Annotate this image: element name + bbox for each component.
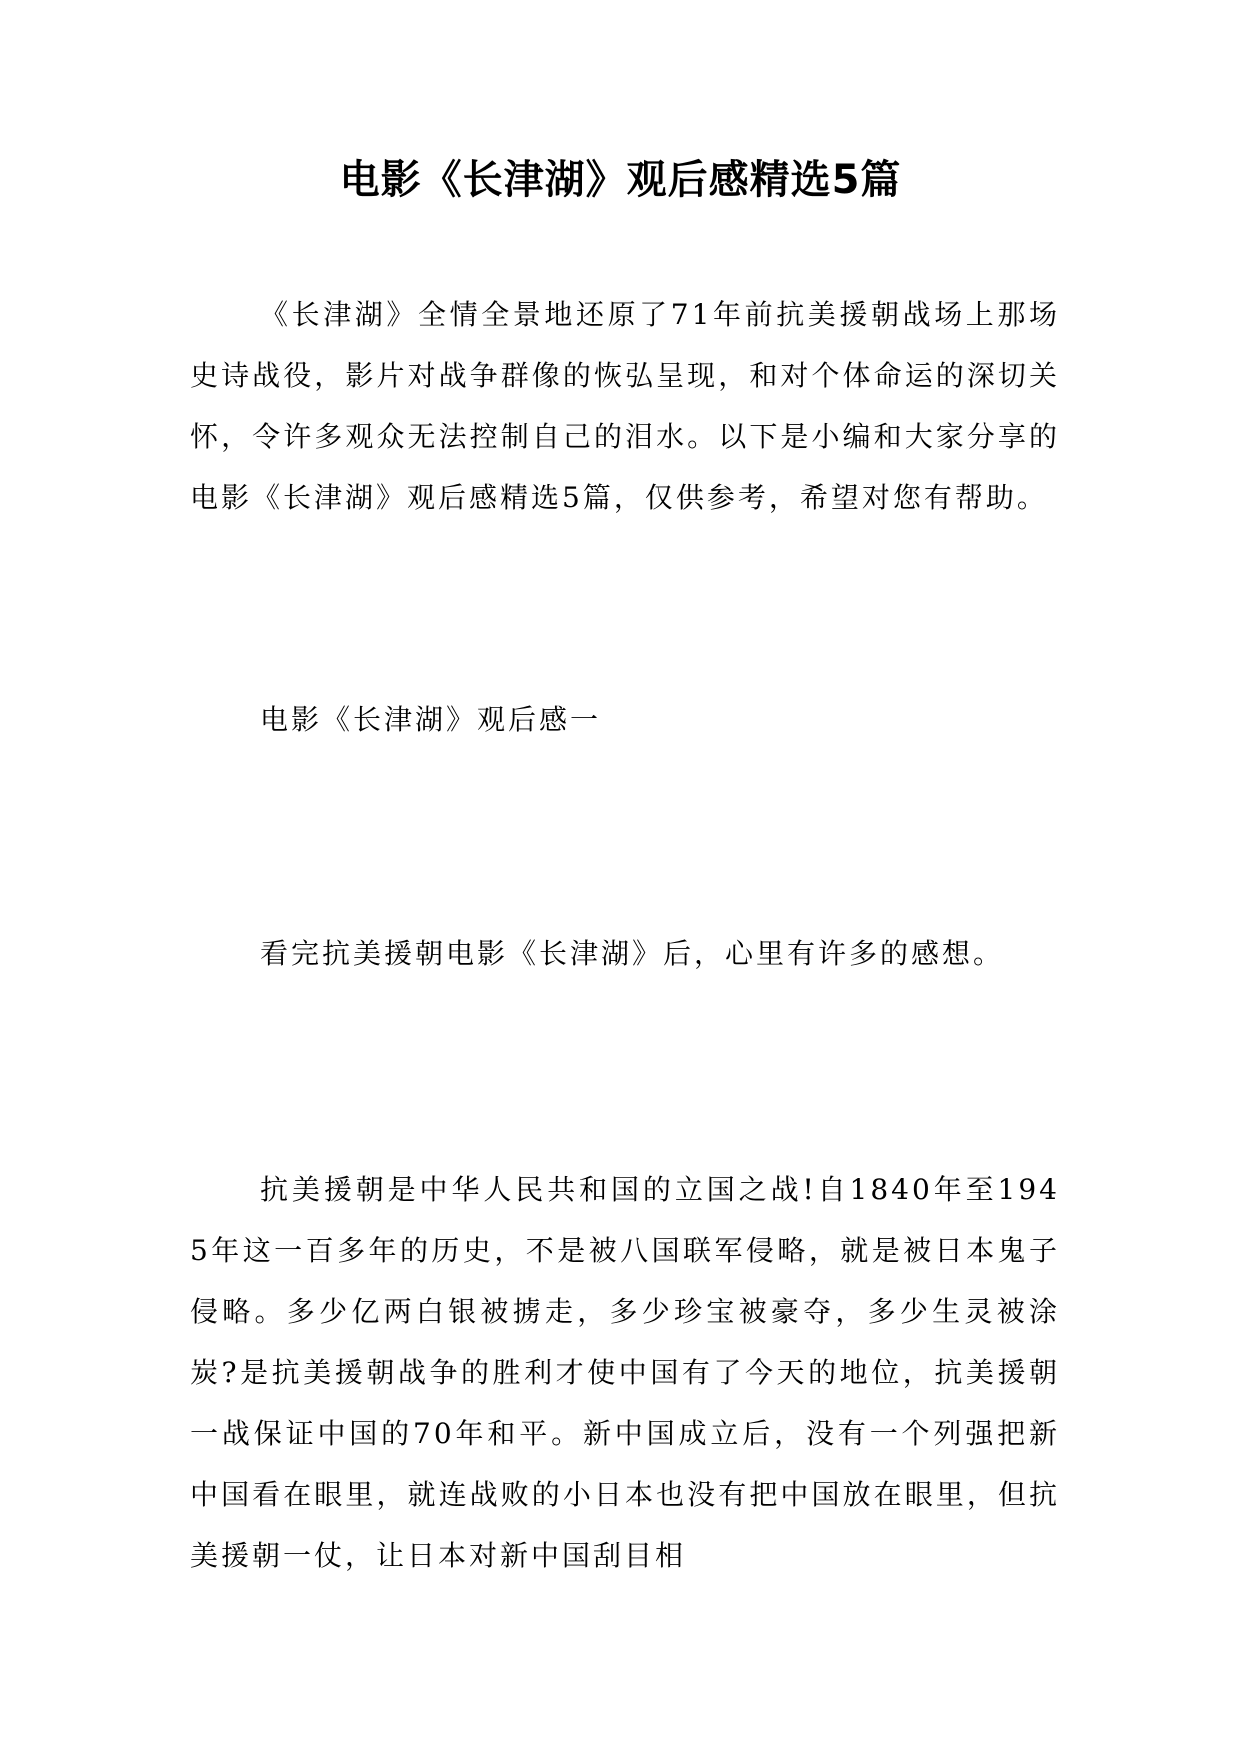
body-paragraph-1: 看完抗美援朝电影《长津湖》后，心里有许多的感想。: [260, 937, 1005, 970]
intro-paragraph: 《长津湖》全情全景地还原了71年前抗美援朝战场上那场史诗战役，影片对战争群像的恢弘呈现，和对个体命运的深切关怀，令许多观众无法控制自己的泪水。以下是小编和大家分享的电影《长津湖》观后感精选5篇，仅供参考，希望对您有帮助。: [190, 298, 1060, 514]
document-title: 电影《长津湖》观后感精选5篇: [339, 157, 902, 203]
body-paragraph-2: 抗美援朝是中华人民共和国的立国之战!自1840年至1945年这一百多年的历史，不是被八国联军侵略，就是被日本鬼子侵略。多少亿两白银被掳走，多少珍宝被豪夺，多少生灵被涂炭?是抗美援朝战争的胜利才使中国有了今天的地位，抗美援朝一战保证中国的70年和平。新中国成立后，没有一个列强把新中国看在眼里，就连战败的小日本也没有把中国放在眼里，但抗美援朝一仗，让日本对新中国刮目相: [190, 1173, 1060, 1572]
section-heading: 电影《长津湖》观后感一: [260, 703, 602, 736]
